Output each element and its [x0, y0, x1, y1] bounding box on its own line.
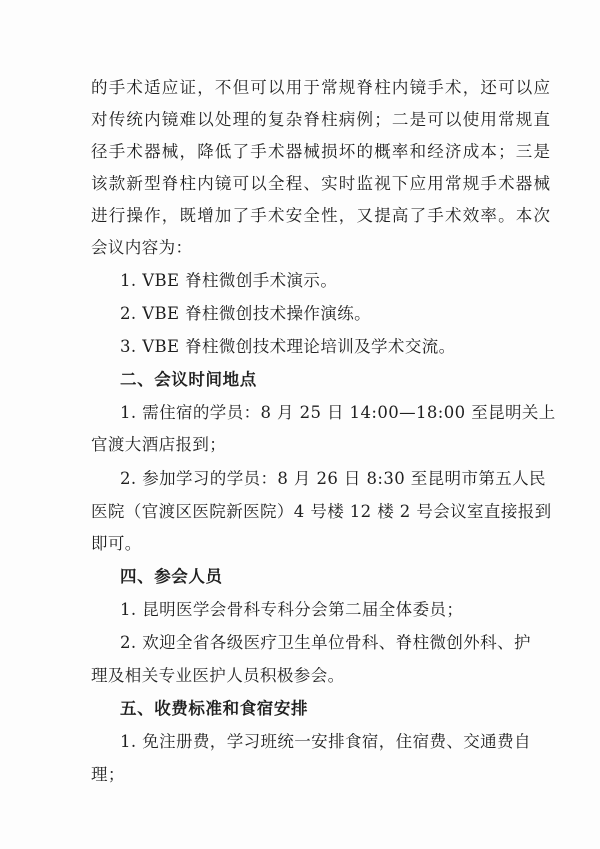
- section-heading: 四、参会人员: [120, 567, 223, 586]
- list-item-line: 1. 昆明医学会骨科专科分会第二届全体委员；: [120, 600, 464, 619]
- list-item-line: 即可。: [91, 534, 142, 553]
- paragraph-line: 的手术适应证，不但可以用于常规脊柱内镜手术，还可以应: [91, 78, 552, 97]
- list-item-line: 1. 免注册费，学习班统一安排食宿，住宿费、交通费自: [120, 732, 531, 751]
- content-item: 3. VBE 脊柱微创技术理论培训及学术交流。: [120, 337, 456, 356]
- paragraph-line: 会议内容为：: [91, 238, 193, 257]
- list-item-line: 理；: [91, 765, 125, 784]
- list-item-line: 理及相关专业医护人员积极参会。: [91, 666, 345, 685]
- list-item-line: 1. 需住宿的学员：8 月 25 日 14:00—18:00 至昆明关上: [120, 403, 556, 422]
- section-heading: 二、会议时间地点: [120, 370, 257, 389]
- content-item: 2. VBE 脊柱微创技术操作演练。: [120, 304, 372, 323]
- content-item: 1. VBE 脊柱微创手术演示。: [120, 271, 338, 290]
- paragraph-line: 径手术器械，降低了手术器械损坏的概率和经济成本；三是: [91, 142, 552, 161]
- section-heading: 五、收费标准和食宿安排: [120, 699, 309, 718]
- list-item-line: 2. 参加学习的学员：8 月 26 日 8:30 至昆明市第五人民: [120, 469, 546, 488]
- paragraph-line: 该款新型脊柱内镜可以全程、实时监视下应用常规手术器械: [91, 174, 552, 193]
- list-item-line: 官渡大酒店报到；: [91, 435, 227, 454]
- list-item-line: 医院（官渡区医院新医院）4 号楼 12 楼 2 号会议室直接报到: [91, 502, 552, 521]
- paragraph-line: 对传统内镜难以处理的复杂脊柱病例；二是可以使用常规直: [91, 110, 552, 129]
- paragraph-line: 进行操作，既增加了手术安全性，又提高了手术效率。本次: [91, 206, 552, 225]
- list-item-line: 2. 欢迎全省各级医疗卫生单位骨科、脊柱微创外科、护: [120, 633, 531, 652]
